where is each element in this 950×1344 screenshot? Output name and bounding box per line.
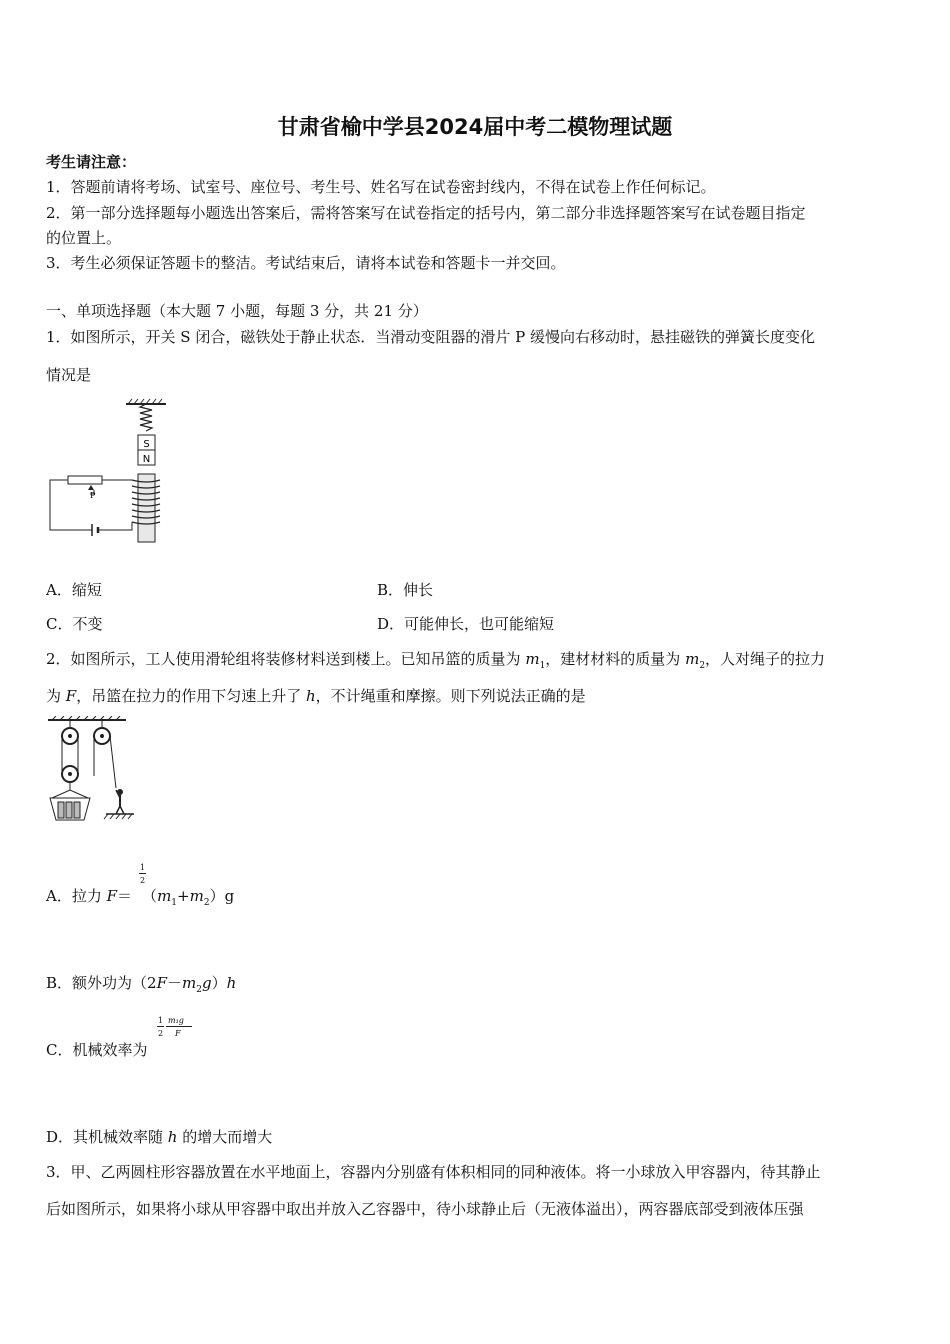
question-2-text: 2．如图所示，工人使用滑轮组将装修材料送到楼上。已知吊篮的质量为 $m_1$，建材材料的质量为 $m_2$，人对绳子的拉力 (46, 650, 826, 671)
fraction-denominator: F (175, 1029, 181, 1038)
question-3-text: 3．甲、乙两圆柱形容器放置在水平地面上，容器内分别盛有体积相同的同种液体。将一小球放入甲容器内，待其静止 (46, 1163, 821, 1181)
q2-option-c: C．机械效率为 (46, 1041, 148, 1059)
question-1-text: 情况是 (46, 366, 92, 384)
magnet-s-label: S (143, 439, 150, 450)
slider-p-label: P (90, 491, 96, 500)
fraction-denominator: 2 (158, 1029, 164, 1038)
notice-heading: 考生请注意： (46, 153, 137, 171)
q1-option-d: D．可能伸长，也可能缩短 (377, 615, 555, 633)
electromagnet-circuit-figure (46, 398, 176, 548)
notice-item: 的位置上。 (46, 229, 122, 247)
page-title: 甘肃省榆中学县2024届中考二模物理试题 (277, 115, 673, 139)
q1-option-a: A．缩短 (46, 581, 102, 599)
notice-item: 2．第一部分选择题每小题选出答案后，需将答案写在试卷指定的括号内，第二部分非选择题答案写在试卷题目指定 (46, 204, 806, 222)
fraction-numerator: 1 (158, 1016, 164, 1025)
q2-option-d: D．其机械效率随 h 的增大而增大 (46, 1128, 273, 1146)
question-2-text: 为 F，吊篮在拉力的作用下匀速上升了 h，不计绳重和摩擦。则下列说法正确的是 (46, 687, 586, 705)
question-3-text: 后如图所示，如果将小球从甲容器中取出并放入乙容器中，待小球静止后（无液体溢出），两容器底部受到液体压强 (46, 1200, 804, 1218)
q2-option-b: B．额外功为$(2F-m_2g)h$ (46, 974, 237, 995)
q2-option-a: A．拉力 $F= (m_1+m_2)g$ (46, 887, 235, 908)
fraction-denominator: 2 (140, 876, 146, 885)
q1-option-c: C．不变 (46, 615, 103, 633)
fraction-numerator: 1 (140, 863, 146, 872)
fraction-bar (166, 1026, 192, 1027)
fraction-bar (157, 1026, 164, 1027)
notice-item: 3．考生必须保证答题卡的整洁。考试结束后，请将本试卷和答题卡一并交回。 (46, 254, 566, 272)
q1-option-b: B．伸长 (377, 581, 434, 599)
question-1-text: 1．如图所示，开关 S 闭合，磁铁处于静止状态．当滑动变阻器的滑片 P 缓慢向右移动时，悬挂磁铁的弹簧长度变化 (46, 328, 815, 346)
section-heading: 一、单项选择题（本大题 7 小题，每题 3 分，共 21 分） (46, 302, 428, 320)
pulley-system-figure (46, 716, 136, 824)
magnet-n-label: N (142, 454, 151, 465)
fraction-bar (139, 873, 146, 874)
fraction-numerator: m₁g (168, 1016, 184, 1025)
notice-item: 1．答题前请将考场、试室号、座位号、考生号、姓名写在试卷密封线内，不得在试卷上作任何标记。 (46, 178, 716, 196)
